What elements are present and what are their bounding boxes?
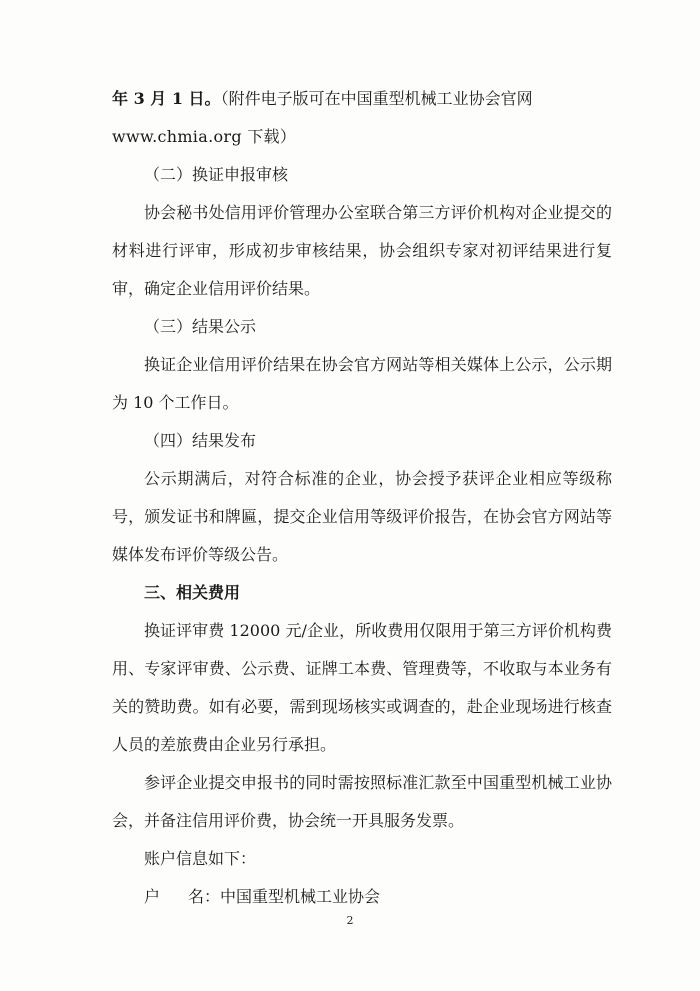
account-intro: 账户信息如下：	[144, 849, 257, 868]
section-fees-heading: 三、相关费用	[144, 583, 241, 602]
section-publicity-title: （三）结果公示	[144, 317, 257, 336]
section-review-body: 协会秘书处信用评价管理办公室联合第三方评价机构对企业提交的材料进行评审，形成初步审核结果，协会组织专家对初评结果进行复审，确定企业信用评价结果。	[112, 203, 612, 298]
section-fees-body: 换证评审费 12000 元/企业，所收费用仅限用于第三方评价机构费用、专家评审费、公示费、证牌工本费、管理费等，不收取与本业务有关的赞助费。如有必要，需到现场核实或调查的，赴企业现场进行核查人员的差旅费由企业另行承担。	[112, 621, 612, 754]
account-name-label-1: 户	[144, 887, 161, 906]
section-payment-body: 参评企业提交申报书的同时需按照标准汇款至中国重型机械工业协会，并备注信用评价费，协会统一开具服务发票。	[112, 773, 612, 830]
section-review-title: （二）换证申报审核	[144, 165, 289, 184]
section-release-title: （四）结果发布	[144, 431, 257, 450]
url-line: www.chmia.org 下载）	[112, 127, 297, 146]
date-text: 年 3 月 1 日。	[112, 89, 221, 108]
account-name-label-2: 名：	[188, 887, 221, 906]
attachment-note: （附件电子版可在中国重型机械工业协会官网	[220, 89, 533, 108]
account-name-row	[112, 878, 612, 916]
document-body	[112, 80, 612, 916]
page-number: 2	[346, 914, 354, 927]
section-release-body: 公示期满后，对符合标准的企业，协会授予获评企业相应等级称号，颁发证书和牌匾，提交企业信用等级评价报告，在协会官方网站等媒体发布评价等级公告。	[112, 469, 612, 564]
date-line	[112, 80, 612, 118]
account-name-value: 中国重型机械工业协会	[220, 887, 381, 906]
section-publicity-body: 换证企业信用评价结果在协会官方网站等相关媒体上公示，公示期为 10 个工作日。	[112, 355, 612, 412]
